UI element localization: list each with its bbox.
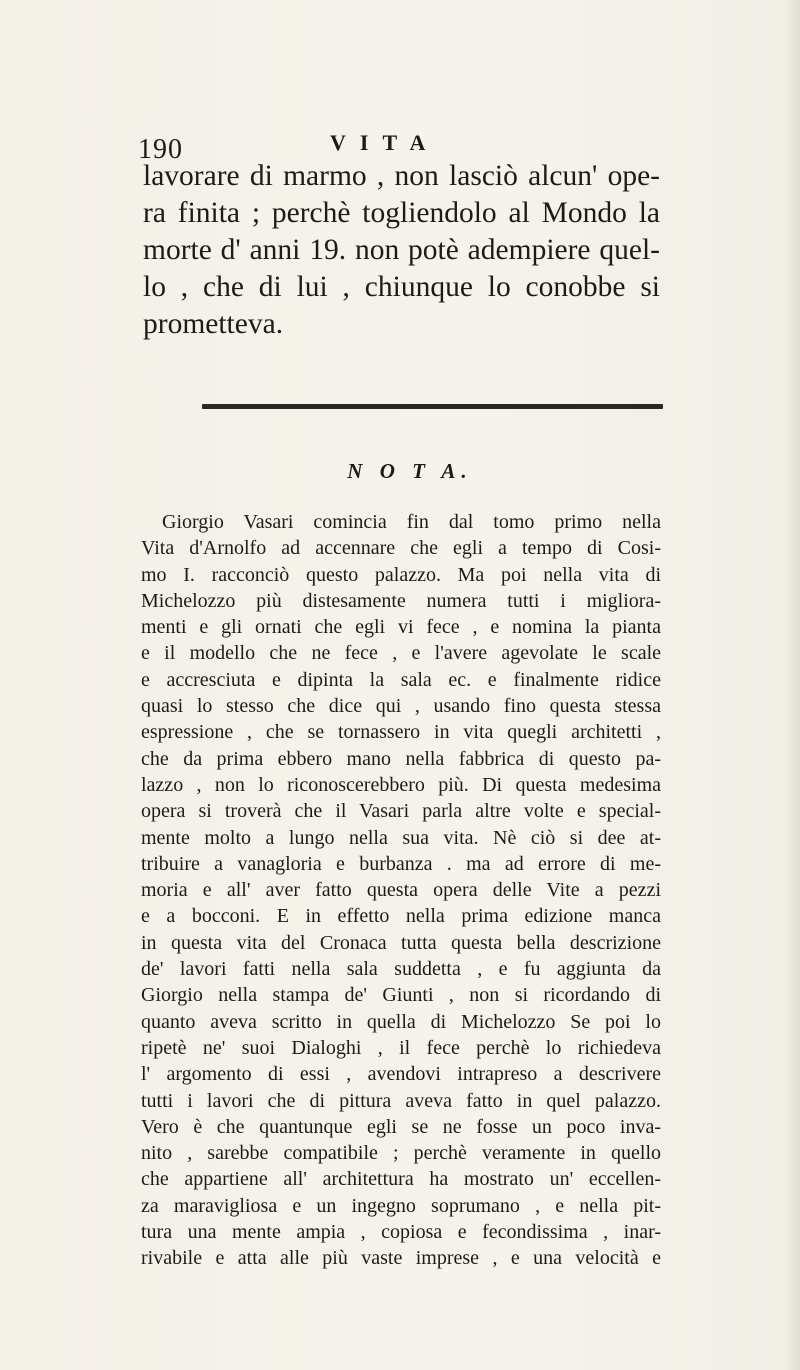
note-line: Giorgio Vasari comincia fin dal tomo primo nella: [162, 511, 661, 533]
note-line: in questa vita del Cronaca tutta questa bella descrizione: [141, 931, 661, 954]
note-line: tribuire a vanagloria e burbanza . ma ad errore di me-: [141, 852, 661, 875]
note-line: lazzo , non lo riconoscerebbero più. Di questa medesima: [141, 773, 661, 796]
page-edge-shadow: [786, 0, 800, 1370]
section-divider-rule: [202, 404, 663, 409]
note-line: che da prima ebbero mano nella fabbrica di questo pa-: [141, 747, 661, 770]
body-line: ra finita ; perchè togliendolo al Mondo la: [143, 197, 660, 229]
note-line: za maravigliosa e un ingegno soprumano , e nella pit-: [141, 1194, 661, 1217]
note-line: tutti i lavori che di pittura aveva fatto in quel palazzo.: [141, 1089, 661, 1112]
note-line: mente molto a lungo nella sua vita. Nè ciò si dee at-: [141, 826, 661, 849]
note-heading: N O T A.: [347, 459, 473, 483]
body-paragraph: [143, 158, 660, 343]
note-line: e accresciuta e dipinta la sala ec. e finalmente ridice: [141, 668, 661, 691]
page-number: 190: [138, 134, 183, 165]
note-line: Giorgio nella stampa de' Giunti , non si ricordando di: [141, 984, 661, 1007]
note-line: ripetè ne' suoi Dialoghi , il fece perchè lo richiedeva: [141, 1036, 661, 1059]
note-line: de' lavori fatti nella sala suddetta , e fu aggiunta da: [141, 958, 661, 981]
note-line: quanto aveva scritto in quella di Michelozzo Se poi lo: [141, 1010, 661, 1033]
note-line: Michelozzo più distesamente numera tutti i migliora-: [141, 589, 661, 612]
note-line: quasi lo stesso che dice qui , usando fino questa stessa: [141, 695, 661, 718]
note-line: che appartiene all' architettura ha mostrato un' eccellen-: [141, 1168, 661, 1191]
note-line: rivabile e atta alle più vaste imprese , e una velocità e: [141, 1247, 661, 1270]
note-line: tura una mente ampia , copiosa e fecondissima , inar-: [141, 1221, 661, 1244]
note-line: e il modello che ne fece , e l'avere agevolate le scale: [141, 642, 661, 665]
note-line: nito , sarebbe compatibile ; perchè veramente in quello: [141, 1142, 661, 1165]
note-line: espressione , che se tornassero in vita quegli architetti ,: [141, 721, 661, 744]
body-line: lavorare di marmo , non lasciò alcun' ope-: [143, 160, 660, 192]
note-line: menti e gli ornati che egli vi fece , e nomina la pianta: [141, 616, 661, 639]
body-line: lo , che di lui , chiunque lo conobbe si: [143, 271, 660, 303]
running-title: VITA: [330, 130, 440, 155]
note-line: mo I. racconciò questo palazzo. Ma poi nella vita di: [141, 563, 661, 586]
note-line: opera si troverà che il Vasari parla altre volte e special-: [141, 800, 661, 823]
note-line: l' argomento di essi , avendovi intrapreso a descrivere: [141, 1063, 661, 1086]
note-line: Vero è che quantunque egli se ne fosse un poco inva-: [141, 1115, 661, 1138]
body-line: prometteva.: [143, 308, 284, 340]
note-paragraph: [141, 509, 661, 1272]
note-line: moria e all' aver fatto questa opera delle Vite a pezzi: [141, 879, 661, 902]
note-line: Vita d'Arnolfo ad accennare che egli a tempo di Cosi-: [141, 537, 661, 560]
note-line: e a bocconi. E in effetto nella prima edizione manca: [141, 905, 661, 928]
body-line: morte d' anni 19. non potè adempiere quel-: [143, 234, 660, 266]
